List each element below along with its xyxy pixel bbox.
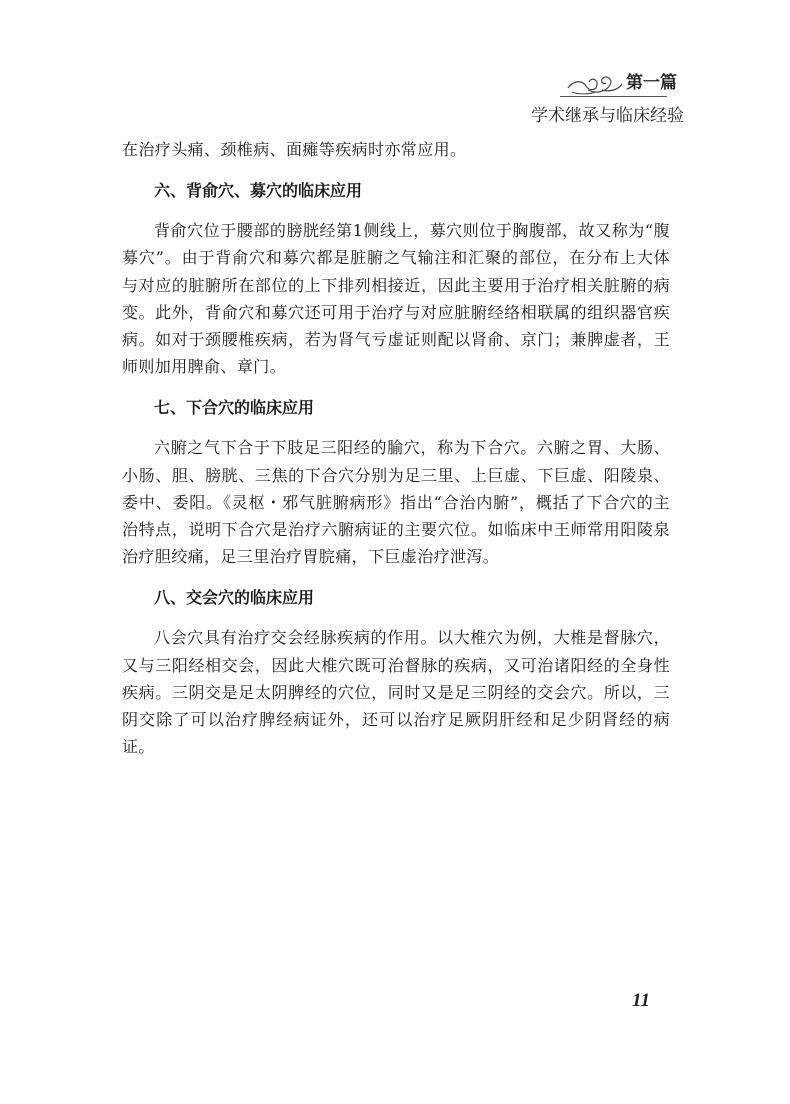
section-heading-crossing-points: 八、交会穴的临床应用	[154, 588, 315, 608]
page-number: 11	[632, 990, 650, 1011]
header-divider	[560, 96, 667, 97]
cloud-scroll-icon	[566, 70, 624, 96]
section-paragraph-crossing-points: 八会穴具有治疗交会经脉疾病的作用。以大椎穴为例，大椎是督脉穴，又与三阳经相交会，因此大椎穴既可治督脉的疾病，又可治诸阳经的全身性疾病。三阴交是足太阴脾经的穴位，同时又是足三阴经的交会穴。所以，三阴交除了可以治疗脾经病证外，还可以治疗足厥阴肝经和足少阴肾经的病证。	[122, 628, 670, 757]
section-heading-lower-he-sea: 七、下合穴的临床应用	[154, 398, 315, 418]
section-heading-back-shu-mu: 六、背俞穴、募穴的临床应用	[154, 181, 363, 201]
page-body	[122, 136, 670, 760]
section-paragraph-lower-he-sea: 六腑之气下合于下肢足三阳经的腧穴，称为下合穴。六腑之胃、大肠、小肠、胆、膀胱、三焦的下合穴分别为足三里、上巨虚、下巨虚、阳陵泉、委中、委阳。《灵枢・邪气脏腑病形》指出“合治内腑”，概括了下合穴的主治特点，说明下合穴是治疗六腑病证的主要穴位。如临床中王师常用阳陵泉治疗胆绞痛，足三里治疗胃脘痛，下巨虚治疗泄泻。	[122, 438, 670, 567]
part-label: 第一篇	[626, 73, 677, 93]
section-paragraph-back-shu-mu: 背俞穴位于腰部的膀胱经第1侧线上，募穴则位于胸腹部，故又称为“腹募穴”。由于背俞穴和募穴都是脏腑之气输注和汇聚的部位，在分布上大体与对应的脏腑所在部位的上下排列相接近，因此主要用于治疗相关脏腑的病变。此外，背俞穴和募穴还可用于治疗与对应脏腑经络相联属的组织器官疾病。如对于颈腰椎疾病，若为肾气亏虚证则配以肾俞、京门；兼脾虚者，王师则加用脾俞、章门。	[122, 221, 670, 377]
carryover-paragraph: 在治疗头痛、颈椎病、面瘫等疾病时亦常应用。	[122, 140, 467, 159]
section-title: 学术继承与临床经验	[531, 106, 684, 126]
